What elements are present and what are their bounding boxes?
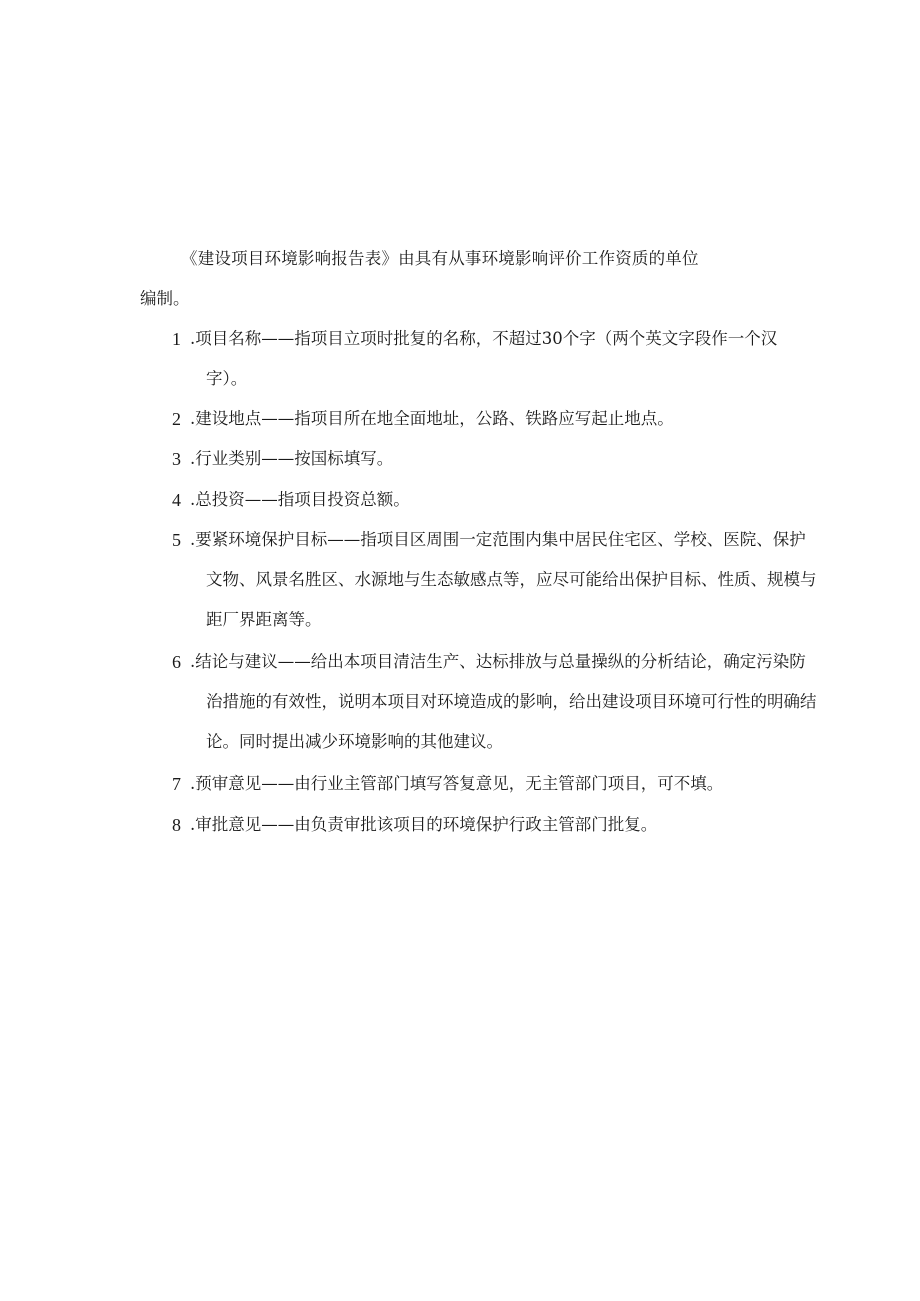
item-text: .总投资——指项目投资总额。 <box>190 490 410 509</box>
item-text: .建设地点——指项目所在地全面地址，公路、铁路应写起止地点。 <box>190 409 674 428</box>
item-text: .结论与建议——给出本项目清洁生产、达标排放与总量操纵的分析结论，确定污染防 <box>190 652 806 671</box>
item-number: 8 <box>172 815 181 835</box>
item-number: 1 <box>172 329 181 349</box>
item-text-continued: 文物、风景名胜区、水源地与生态敏感点等，应尽可能给出保护目标、性质、规模与 <box>206 570 817 589</box>
intro-line-1: 《建设项目环境影响报告表》由具有从事环境影响评价工作资质的单位 <box>181 249 699 268</box>
intro-line-2: 编制。 <box>140 289 190 308</box>
item-number: 5 <box>172 530 181 550</box>
item-text: .审批意见——由负责审批该项目的环境保护行政主管部门批复。 <box>190 815 658 834</box>
item-text: .项目名称——指项目立项时批复的名称，不超过30个字（两个英文字段作一个汉 <box>190 329 778 348</box>
item-number: 2 <box>172 409 181 429</box>
item-text: .行业类别——按国标填写。 <box>190 449 394 468</box>
item-number: 3 <box>172 449 181 469</box>
item-text-continued: 论。同时提出减少环境影响的其他建议。 <box>206 732 503 751</box>
item-text-continued: 字）。 <box>206 369 248 388</box>
item-text: .要紧环境保护目标——指项目区周围一定范围内集中居民住宅区、学校、医院、保护 <box>190 530 806 549</box>
item-number: 4 <box>172 490 181 510</box>
item-text-continued: 距厂界距离等。 <box>206 610 322 629</box>
item-text: .预审意见——由行业主管部门填写答复意见，无主管部门项目，可不填。 <box>190 774 724 793</box>
item-number: 6 <box>172 652 181 672</box>
item-number: 7 <box>172 774 181 794</box>
item-text-continued: 治措施的有效性，说明本项目对环境造成的影响，给出建设项目环境可行性的明确结 <box>206 692 817 711</box>
